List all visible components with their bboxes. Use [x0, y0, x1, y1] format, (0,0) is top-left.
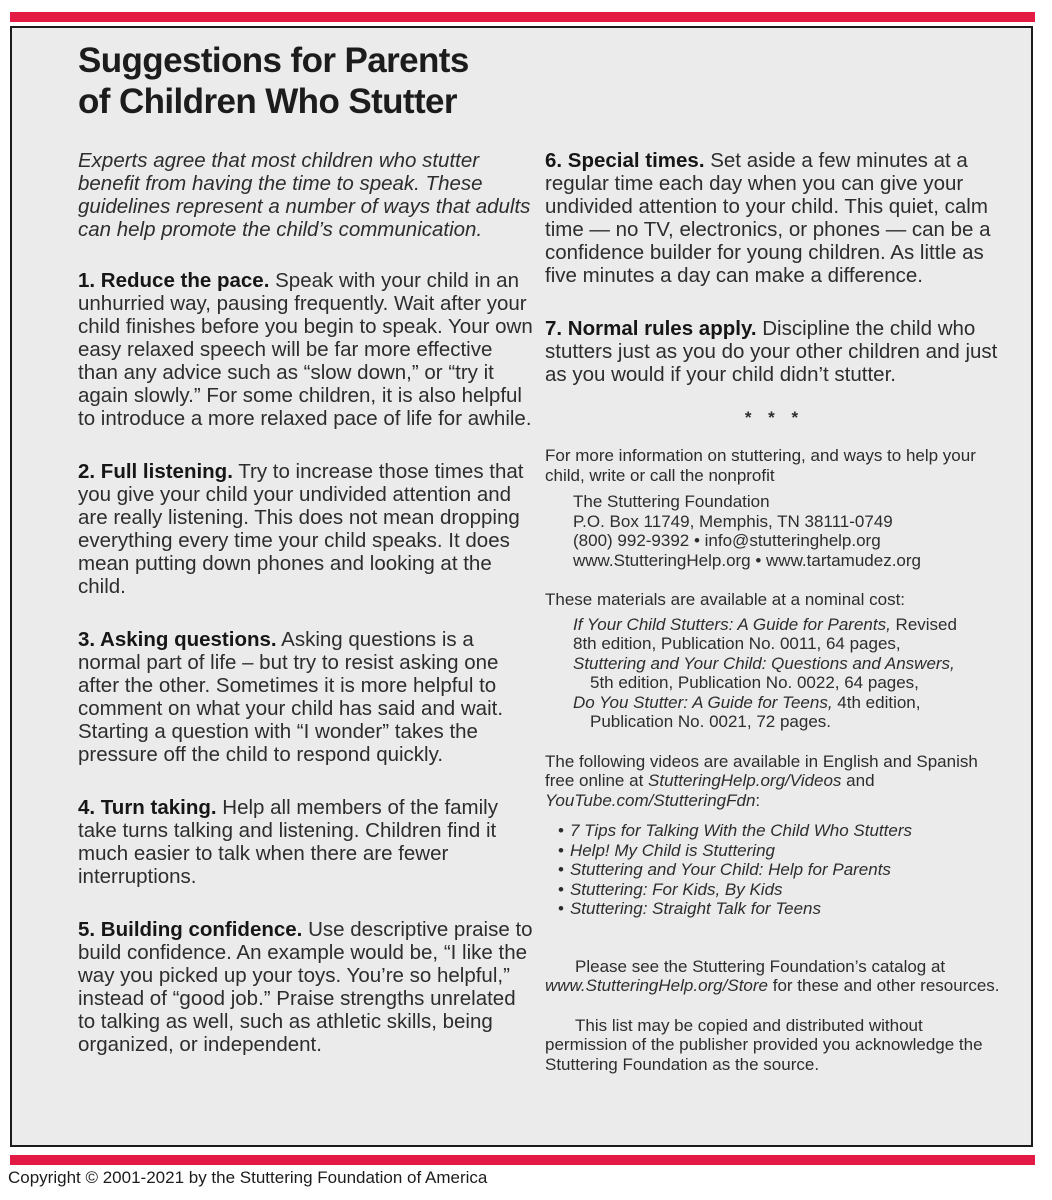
- item-heading: 7. Normal rules apply.: [545, 317, 757, 340]
- contact-org-name: The Stuttering Foundation: [573, 492, 770, 511]
- permission-paragraph: This list may be copied and distributed without permission of the publisher provided you acknowledge the Stuttering Foundation as the source.: [545, 1015, 983, 1074]
- publication-detail: Publication No. 0021, 72 pages.: [590, 712, 832, 731]
- video-list-item: [558, 880, 1004, 900]
- item-body: Speak with your child in an unhurried way, pausing frequently. Wait after your child finishes before you begin to speak. Your own easy relaxed speech will be far more effective than any advice such as “slow down,” or “try it again slowly.” For some children, it is also helpful to introduce a more relaxed pace of life for awhile.: [78, 269, 533, 430]
- publication-title: If Your Child Stutters: A Guide for Parents,: [573, 614, 891, 634]
- contact-section: [545, 446, 1004, 570]
- bullet-icon: •: [558, 860, 564, 879]
- catalog-text: Please see the Stuttering Foundation’s catalog at: [575, 956, 946, 976]
- item-body: Use descriptive praise to build confidence. An example would be, “I like the way you picked up your toys. You’re so helpful,” instead of “good job.” Praise strengths unrelated to talking as well, such as athletic skills, being organized, or independent.: [78, 918, 533, 1056]
- videos-list: [545, 821, 1004, 919]
- bullet-icon: •: [558, 899, 564, 918]
- suggestion-item-2: [78, 460, 536, 598]
- video-title: 7 Tips for Talking With the Child Who Stutters: [569, 821, 912, 840]
- suggestion-item-1: [78, 269, 536, 430]
- video-list-item: [558, 899, 1004, 919]
- publication-title: Do You Stutter: A Guide for Teens,: [573, 692, 833, 712]
- item-heading: 6. Special times.: [545, 149, 705, 172]
- suggestion-item-4: [78, 796, 536, 888]
- video-list-item: [558, 821, 1004, 841]
- videos-intro-text: :: [755, 790, 761, 810]
- publication-detail: 4th edition,: [832, 692, 921, 712]
- videos-intro: [545, 752, 1004, 811]
- materials-heading: These materials are available at a nominal cost:: [545, 590, 906, 609]
- item-body: Asking questions is a normal part of life – but try to resist asking one after the other. Sometimes it is more helpful to comment on what your child has said and wait. Starting a question with “I wonder” takes the pressure off the child to respond quickly.: [78, 628, 504, 766]
- contact-address-block: [573, 492, 1004, 570]
- video-title: Stuttering: Straight Talk for Teens: [569, 899, 822, 918]
- publication-line: [573, 634, 1004, 654]
- publication-line: [573, 615, 1004, 635]
- videos-url-2: YouTube.com/StutteringFdn: [545, 790, 756, 810]
- bullet-icon: •: [558, 840, 564, 860]
- bullet-icon: •: [558, 879, 564, 899]
- bullet-icon: •: [558, 821, 564, 840]
- page-title-line2: of Children Who Stutter: [78, 82, 457, 121]
- copyright-notice: Copyright © 2001-2021 by the Stuttering Foundation of America: [8, 1168, 488, 1187]
- suggestion-item-3: [78, 628, 536, 766]
- publication-line: [573, 693, 1004, 713]
- suggestion-item-5: [78, 918, 536, 1056]
- video-title: Stuttering and Your Child: Help for Parents: [569, 860, 891, 879]
- catalog-url: www.StutteringHelp.org/Store: [545, 976, 768, 995]
- video-list-item: [558, 841, 1004, 861]
- publication-line: [573, 654, 1004, 674]
- item-heading: 3. Asking questions.: [78, 628, 277, 651]
- page-title-line1: Suggestions for Parents: [78, 41, 469, 80]
- suggestion-item-6: [545, 149, 1004, 287]
- left-column: [78, 149, 536, 1086]
- document-panel: [10, 26, 1033, 1147]
- item-heading: 2. Full listening.: [78, 460, 233, 483]
- materials-list: [545, 615, 1004, 732]
- publication-title: Stuttering and Your Child: Questions and Answers,: [573, 653, 955, 673]
- publication-line: [590, 673, 1004, 693]
- publication-detail: 8th edition, Publication No. 0011, 64 pages,: [573, 634, 901, 653]
- contact-po-box: P.O. Box 11749, Memphis, TN 38111-0749: [573, 511, 893, 531]
- contact-phone-email: (800) 992-9392 • info@stutteringhelp.org: [573, 531, 881, 550]
- contact-websites: www.StutteringHelp.org • www.tartamudez.org: [573, 550, 921, 570]
- two-column-layout: [78, 149, 1001, 1086]
- top-red-bar: [10, 12, 1035, 22]
- publication-detail: 5th edition, Publication No. 0022, 64 pages,: [590, 673, 919, 692]
- item-heading: 1. Reduce the pace.: [78, 269, 270, 292]
- catalog-paragraph: [545, 957, 1004, 996]
- suggestion-item-7: [545, 317, 1004, 386]
- intro-paragraph: Experts agree that most children who stutter benefit from having the time to speak. These guidelines represent a number of ways that adults can help promote the child’s communication.: [78, 149, 531, 241]
- item-heading: 5. Building confidence.: [78, 918, 303, 941]
- item-body: Try to increase those times that you give your child your undivided attention and are really listening. This does not mean dropping everything every time your child speaks. It does mean putting down phones and looking at the child.: [78, 460, 524, 598]
- videos-intro-text: and: [841, 771, 875, 790]
- item-heading: 4. Turn taking.: [78, 796, 217, 819]
- section-divider-stars: * * *: [744, 408, 805, 427]
- item-body: Set aside a few minutes at a regular time each day when you can give your undivided attention to your child. This quiet, calm time — no TV, electronics, or phones — can be a confidence builder for young children. As little as five minutes a day can make a difference.: [545, 149, 991, 287]
- video-list-item: [558, 860, 1004, 880]
- videos-intro-text: The following videos are available in English and Spanish free online at: [545, 751, 978, 790]
- video-title: Stuttering: For Kids, By Kids: [569, 879, 783, 899]
- catalog-text: for these and other resources.: [768, 976, 1000, 995]
- item-body: Discipline the child who stutters just as you do your other children and just as you would if your child didn’t stutter.: [545, 317, 998, 386]
- publication-line: [590, 712, 1004, 732]
- materials-section: [545, 590, 1004, 732]
- videos-url-1: StutteringHelp.org/Videos: [648, 771, 842, 790]
- page-title: [78, 40, 1001, 122]
- item-body: Help all members of the family take turns talking and listening. Children find it much easier to talk when there are fewer interruptions.: [78, 796, 498, 888]
- contact-intro: For more information on stuttering, and ways to help your child, write or call the nonprofit: [545, 446, 976, 485]
- bottom-red-bar: [10, 1155, 1035, 1165]
- video-title: Help! My Child is Stuttering: [569, 840, 775, 860]
- right-column: [545, 149, 1004, 1086]
- videos-section: [545, 752, 1004, 919]
- publication-detail: Revised: [890, 614, 957, 634]
